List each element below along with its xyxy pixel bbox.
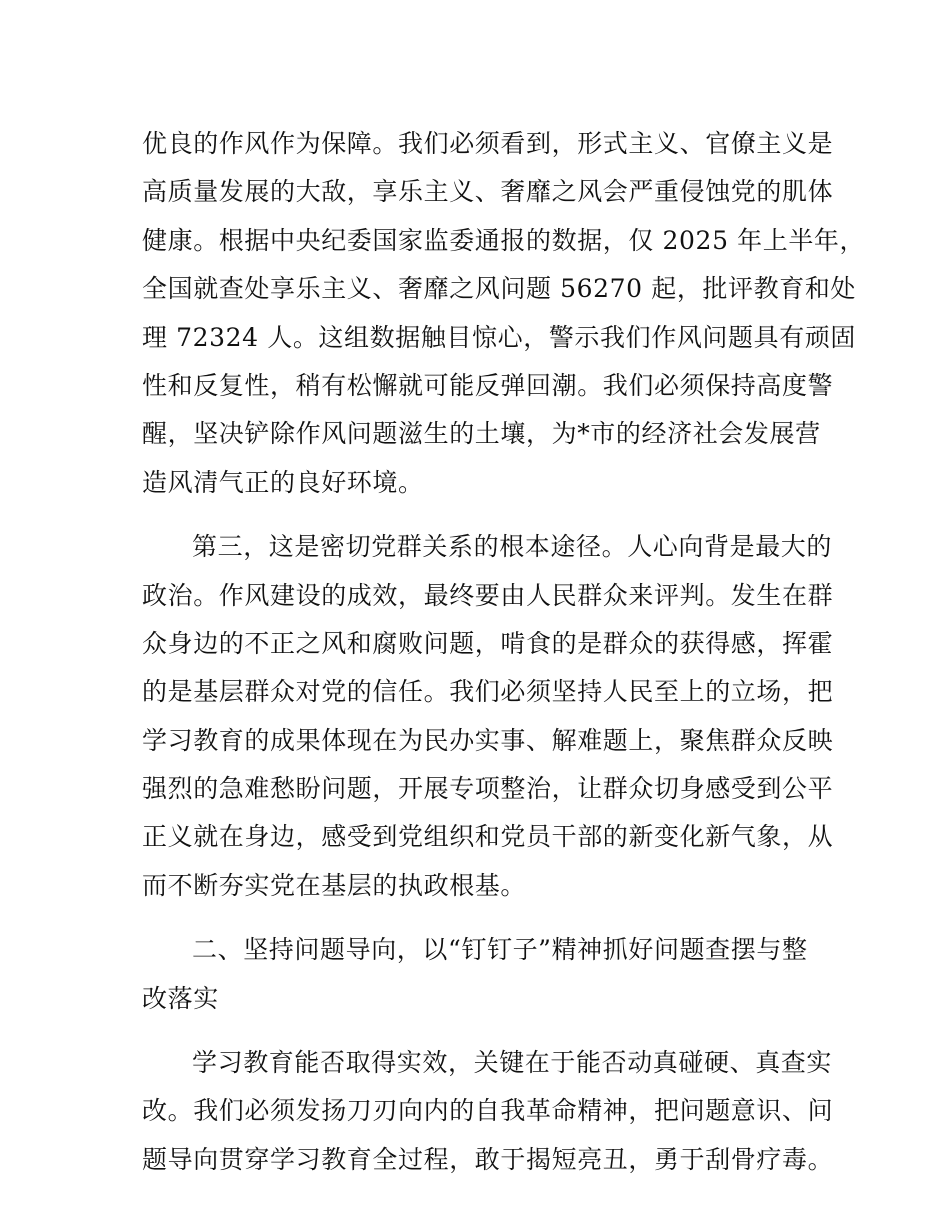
section-heading-two	[142, 926, 822, 1023]
text-line: 理 72324 人。这组数据触目惊心，警示我们作风问题具有顽固	[142, 322, 857, 352]
text-line: 题导向贯穿学习教育全过程，敢于揭短亮丑，勇于刮骨疗毒。	[142, 1144, 834, 1174]
document-body	[142, 120, 866, 1184]
text-line: 性和反复性，稍有松懈就可能反弹回潮。我们必须保持高度警	[142, 370, 834, 400]
text-line: 全国就查处享乐主义、奢靡之风问题 56270 起，批评教育和处	[142, 274, 857, 304]
text-line: 政治。作风建设的成效，最终要由人民群众来评判。发生在群	[142, 580, 834, 610]
text-line: 众身边的不正之风和腐败问题，啃食的是群众的获得感，挥霍	[142, 628, 834, 658]
heading-line: 二、坚持问题导向，以“钉钉子”精神抓好问题查摆与整	[192, 935, 808, 965]
text-line: 醒，坚决铲除作风问题滋生的土壤，为*市的经济社会发展营	[142, 419, 821, 449]
text-line: 而不断夯实党在基层的执政根基。	[142, 870, 527, 900]
text-line: 第三，这是密切党群关系的根本途径。人心向背是最大的	[192, 532, 833, 562]
heading-line: 改落实	[142, 983, 219, 1013]
text-line: 高质量发展的大敌，享乐主义、奢靡之风会严重侵蚀党的肌体	[142, 177, 834, 207]
text-line: 改。我们必须发扬刀刃向内的自我革命精神，把问题意识、问	[142, 1096, 834, 1126]
text-line: 健康。根据中央纪委国家监委通报的数据，仅 2025 年上半年，	[142, 225, 866, 255]
paragraph-work-style-guarantee	[142, 120, 866, 507]
text-line: 学习教育的成果体现在为民办实事、解难题上，聚焦群众反映	[142, 725, 834, 755]
text-line: 正义就在身边，感受到党组织和党员干部的新变化新气象，从	[142, 822, 834, 852]
text-line: 强烈的急难愁盼问题，开展专项整治，让群众切身感受到公平	[142, 774, 834, 804]
text-line: 学习教育能否取得实效，关键在于能否动真碰硬、真查实	[192, 1048, 833, 1078]
text-line: 造风清气正的良好环境。	[142, 467, 424, 497]
paragraph-party-mass-relations	[142, 523, 834, 910]
text-line: 优良的作风作为保障。我们必须看到，形式主义、官僚主义是	[142, 129, 834, 158]
text-line: 的是基层群众对党的信任。我们必须坚持人民至上的立场，把	[142, 677, 834, 707]
paragraph-problem-rectification	[142, 1039, 834, 1184]
